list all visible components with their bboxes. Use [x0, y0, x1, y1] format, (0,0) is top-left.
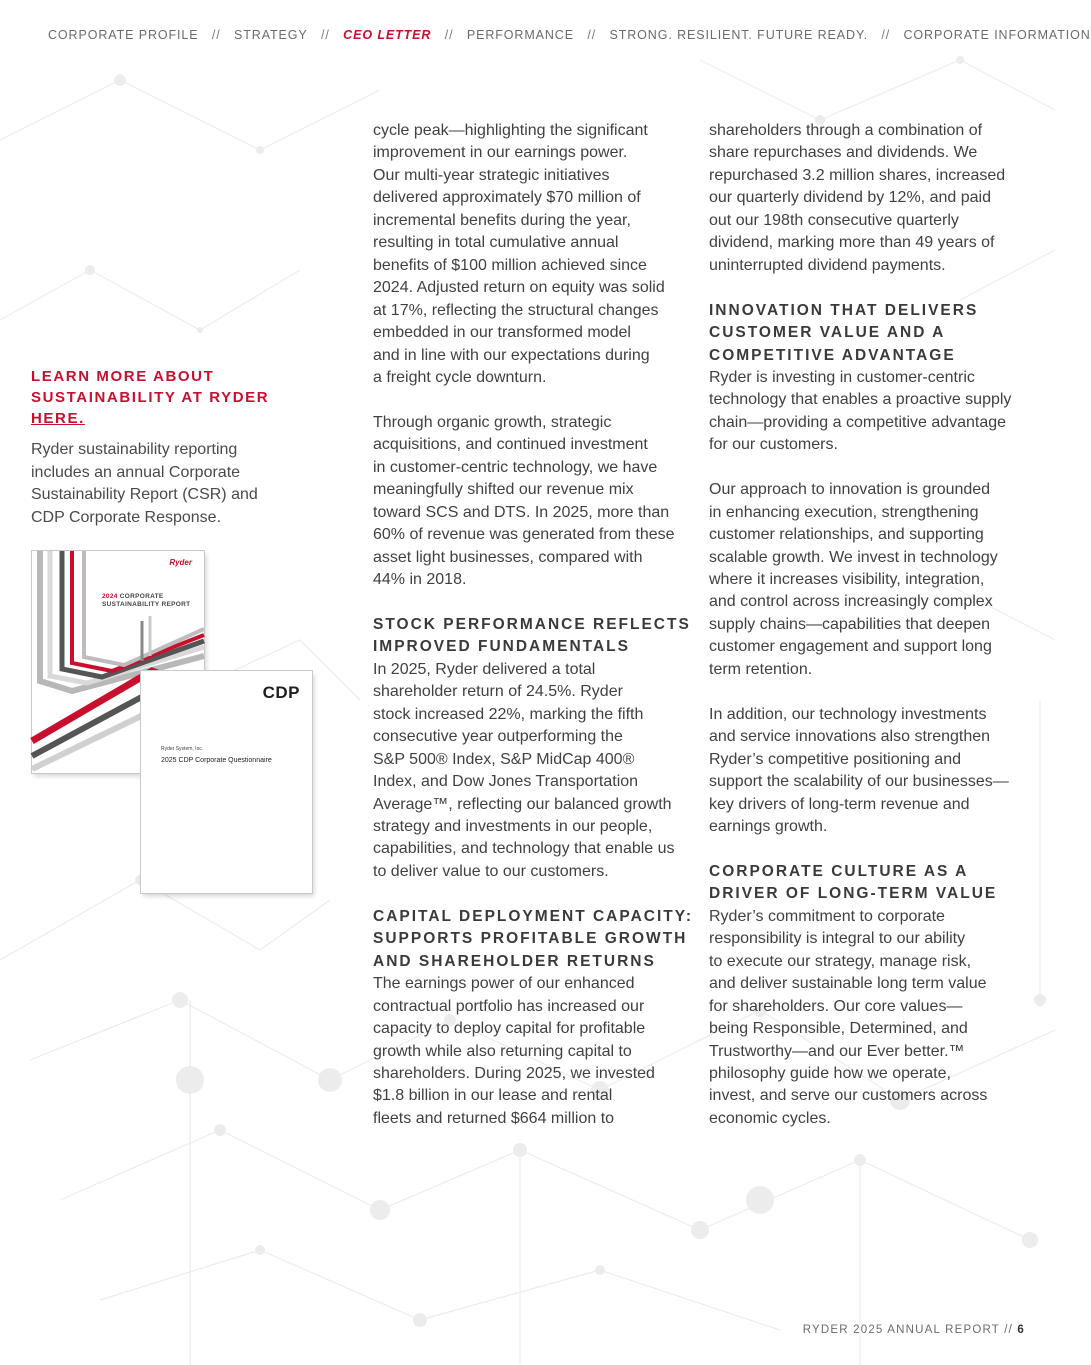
footer-report-title: RYDER 2025 ANNUAL REPORT // — [802, 1324, 1013, 1336]
cdp-logo: CDP — [262, 683, 300, 702]
callout-here-link[interactable]: HERE. — [31, 410, 85, 427]
paragraph: In addition, our technology investments and service innovations also strengthen Ryder’s competitive positioning and support the scalability of our businesses— key drivers of long-term revenue and earnings growth. — [709, 705, 1009, 835]
paragraph: Ryder is investing in customer-centric technology that enables a proactive supply chain—providing a competitive advantage for our customers. — [709, 368, 1012, 454]
nav-strong-resilient[interactable]: STRONG. RESILIENT. FUTURE READY. — [609, 28, 868, 42]
section-heading-innovation: INNOVATION THAT DELIVERS CUSTOMER VALUE AND A COMPETITIVE ADVANTAGE — [709, 301, 979, 364]
paragraph: cycle peak—highlighting the significant improvement in our earnings power. Our multi-year strategic initiatives delivered approximately $70 million of incremental benefits during the year, resulting in total cumulative annual benefits of $100 million achieved since 2024. Adjusted return on equity was solid at 17%, reflecting the structural changes embedded in our transformed model and in line with our expectations during a freight cycle downturn. — [373, 122, 665, 386]
nav-separator: // — [444, 28, 454, 42]
paragraph: Our approach to innovation is grounded in enhancing execution, strengthening customer relationships, and supporting scalable growth. We invest in technology where it increases visibility, integration, and control across increasingly complex supply chains—capabilities that deepen customer engagement and support long term retention. — [709, 481, 998, 678]
section-heading-corporate-culture: CORPORATE CULTURE AS A DRIVER OF LONG-TERM VALUE — [709, 862, 998, 903]
nav-corporate-profile[interactable]: CORPORATE PROFILE — [48, 28, 199, 42]
article-column-2 — [709, 120, 1039, 1130]
csr-report-title-line1: CORPORATE — [119, 593, 164, 600]
nav-separator: // — [211, 28, 221, 42]
paragraph: Through organic growth, strategic acquisitions, and continued investment in customer-centric technology, we have meaningfully shifted our revenue mix toward SCS and DTS. In 2025, more than 60% of revenue was generated from these asset light businesses, compared with 44% in 2018. — [373, 413, 675, 589]
nav-ceo-letter[interactable]: CEO LETTER — [343, 28, 432, 42]
nav-strategy[interactable]: STRATEGY — [234, 28, 308, 42]
paragraph: shareholders through a combination of share repurchases and dividends. We repurchased 3.2 million shares, increased our quarterly dividend by 12%, and paid out our 198th consecutive quarterly dividend, marking more than 49 years of uninterrupted dividend payments. — [709, 122, 1006, 274]
nav-separator: // — [321, 28, 330, 42]
paragraph: In 2025, Ryder delivered a total shareholder return of 24.5%. Ryder stock increased 22%, marking the fifth consecutive year outperforming the S&P 500® Index, S&P MidCap 400® Index, and Dow Jones Transportation Average™, reflecting our balanced growth strategy and investments in our people, capabilities, and technology that enable us to deliver value to our customers. — [373, 660, 675, 880]
page-footer — [803, 1324, 1025, 1336]
nav-separator: // — [881, 28, 891, 42]
paragraph: Ryder’s commitment to corporate responsibility is integral to our ability to execute our strategy, manage risk, and deliver sustainable long term value for shareholders. Our core values— being Responsible, Determined, and Trustworthy—and our Ever better.™ philosophy guide how we operate, invest, and serve our customers across economic cycles. — [709, 907, 988, 1127]
cdp-document-title: 2025 CDP Corporate Questionnaire — [161, 757, 272, 764]
csr-report-title — [102, 593, 190, 609]
cdp-report-cover[interactable] — [141, 671, 312, 893]
nav-performance[interactable]: PERFORMANCE — [466, 28, 574, 42]
callout-title — [31, 366, 281, 429]
section-heading-capital-deployment: CAPITAL DEPLOYMENT CAPACITY: SUPPORTS PROFITABLE GROWTH AND SHAREHOLDER RETURNS — [373, 907, 694, 970]
article-column-1 — [373, 120, 695, 1130]
page-number: 6 — [1017, 1324, 1025, 1336]
ryder-logo: Ryder — [169, 558, 192, 567]
callout-body: Ryder sustainability reporting includes an annual Corporate Sustainability Report (CSR) and CDP Corporate Response. — [31, 441, 258, 526]
cdp-company-name: Ryder System, Inc. — [161, 746, 204, 752]
sustainability-callout — [31, 366, 281, 529]
csr-report-title-line2: SUSTAINABILITY REPORT — [102, 601, 191, 608]
csr-report-year: 2024 — [102, 593, 118, 600]
section-heading-stock-performance: STOCK PERFORMANCE REFLECTS IMPROVED FUNDAMENTALS — [373, 615, 691, 656]
nav-separator: // — [587, 28, 597, 42]
callout-title-text: LEARN MORE ABOUT SUSTAINABILITY AT RYDER — [31, 368, 270, 406]
top-navigation — [48, 28, 1091, 42]
nav-corporate-information[interactable]: CORPORATE INFORMATION — [903, 28, 1091, 42]
paragraph: The earnings power of our enhanced contractual portfolio has increased our capacity to deploy capital for profitable growth while also returning capital to shareholders. During 2025, we invested $1.8 billion in our lease and rental fleets and returned $664 million to — [373, 975, 655, 1127]
